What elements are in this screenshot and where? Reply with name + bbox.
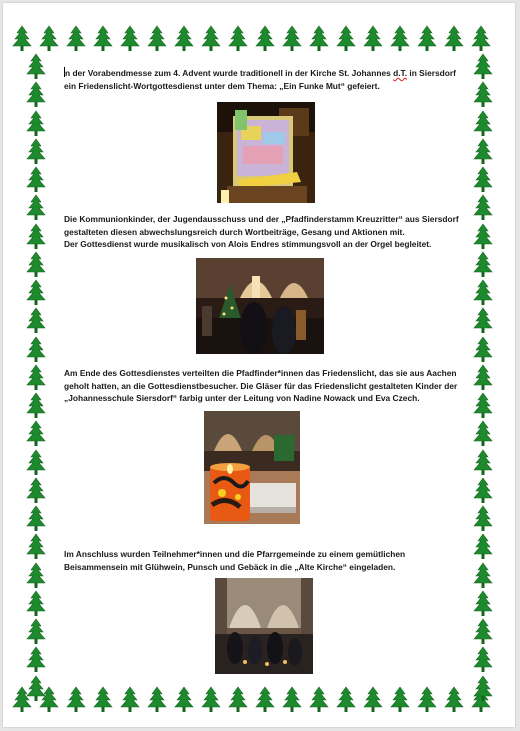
christmas-tree-icon	[23, 279, 49, 306]
paragraph-friedenslicht	[64, 367, 464, 405]
christmas-tree-icon	[198, 25, 224, 52]
christmas-tree-icon	[470, 81, 496, 108]
christmas-tree-icon	[470, 307, 496, 334]
christmas-tree-icon	[414, 25, 440, 52]
christmas-tree-icon	[171, 686, 197, 713]
christmas-tree-icon	[470, 618, 496, 645]
christmas-tree-icon	[470, 166, 496, 193]
christmas-tree-icon	[23, 562, 49, 589]
christmas-tree-icon	[90, 686, 116, 713]
christmas-tree-icon	[198, 686, 224, 713]
text-line: geholt hatten, an die Gottesdienstbesucher. Die Gläser für das Friedenslicht gestalteten Kinder der	[64, 380, 458, 391]
christmas-tree-icon	[252, 25, 278, 52]
tree-border-left	[23, 53, 49, 702]
christmas-tree-icon	[414, 686, 440, 713]
christmas-tree-icon	[387, 686, 413, 713]
christmas-tree-icon	[470, 533, 496, 560]
christmas-tree-icon	[470, 336, 496, 363]
tree-border-right	[470, 53, 496, 702]
christmas-tree-icon	[23, 138, 49, 165]
christmas-tree-icon	[470, 420, 496, 447]
christmas-tree-icon	[23, 194, 49, 221]
christmas-tree-icon	[9, 25, 35, 52]
christmas-tree-icon	[36, 25, 62, 52]
christmas-tree-icon	[23, 505, 49, 532]
christmas-tree-icon	[468, 25, 494, 52]
christmas-tree-icon	[23, 646, 49, 673]
text-line: Der Gottesdienst wurde musikalisch von Alois Endres stimmungsvoll an der Orgel begleitet.	[64, 239, 432, 249]
christmas-tree-icon	[23, 590, 49, 617]
spellcheck-flagged-word[interactable]: d.T.	[393, 68, 408, 78]
christmas-tree-icon	[144, 686, 170, 713]
christmas-tree-icon	[23, 336, 49, 363]
text-line: Die Kommunionkinder, der Jugendausschuss und der „Pfadfinderstamm Kreuzritter“ aus Siersdorf	[64, 214, 459, 224]
christmas-tree-icon	[279, 25, 305, 52]
christmas-tree-icon	[470, 279, 496, 306]
christmas-tree-icon	[63, 686, 89, 713]
text-line: gestalteten diesen abwechslungsreich durch Wortbeiträge, Gesang und Aktionen mit.	[64, 226, 405, 237]
text-line: Beisammensein mit Glühwein, Punsch und Gebäck in die „Alte Kirche“ eingeladen.	[64, 561, 396, 572]
christmas-tree-icon	[23, 420, 49, 447]
christmas-tree-icon	[470, 53, 496, 80]
photo-church-interior[interactable]	[196, 258, 324, 354]
text-line: ein Friedenslicht-Wortgottesdienst unter dem Thema: „Ein Funke Mut“ gefeiert.	[64, 80, 380, 91]
document-page	[3, 3, 515, 727]
christmas-tree-icon	[23, 307, 49, 334]
tree-border-top	[9, 25, 494, 52]
text-line: n der Vorabendmesse zum 4. Advent wurde traditionell in der Kirche St. Johannes d.T. in Siersdorf	[65, 68, 456, 78]
christmas-tree-icon	[470, 110, 496, 137]
photo-altar-banner[interactable]	[217, 102, 315, 203]
christmas-tree-icon	[90, 25, 116, 52]
christmas-tree-icon	[470, 505, 496, 532]
christmas-tree-icon	[23, 675, 49, 702]
christmas-tree-icon	[225, 686, 251, 713]
christmas-tree-icon	[23, 251, 49, 278]
christmas-tree-icon	[23, 392, 49, 419]
christmas-tree-icon	[225, 25, 251, 52]
christmas-tree-icon	[23, 110, 49, 137]
christmas-tree-icon	[470, 477, 496, 504]
christmas-tree-icon	[360, 686, 386, 713]
christmas-tree-icon	[23, 618, 49, 645]
christmas-tree-icon	[470, 562, 496, 589]
text-line: Im Anschluss wurden Teilnehmer*innen und die Pfarrgemeinde zu einem gemütlichen	[64, 549, 406, 559]
christmas-tree-icon	[470, 251, 496, 278]
christmas-tree-icon	[23, 166, 49, 193]
christmas-tree-icon	[144, 25, 170, 52]
christmas-tree-icon	[470, 449, 496, 476]
christmas-tree-icon	[441, 25, 467, 52]
christmas-tree-icon	[23, 223, 49, 250]
christmas-tree-icon	[252, 686, 278, 713]
christmas-tree-icon	[23, 53, 49, 80]
paragraph-participants	[64, 213, 464, 251]
christmas-tree-icon	[470, 194, 496, 221]
christmas-tree-icon	[63, 25, 89, 52]
paragraph-intro	[64, 67, 464, 92]
photo-old-church-gathering[interactable]	[215, 578, 313, 674]
christmas-tree-icon	[333, 686, 359, 713]
christmas-tree-icon	[117, 25, 143, 52]
christmas-tree-icon	[470, 364, 496, 391]
christmas-tree-icon	[470, 223, 496, 250]
christmas-tree-icon	[306, 25, 332, 52]
christmas-tree-icon	[117, 686, 143, 713]
christmas-tree-icon	[360, 25, 386, 52]
tree-border-bottom	[9, 686, 494, 713]
paragraph-gathering	[64, 548, 464, 573]
christmas-tree-icon	[171, 25, 197, 52]
christmas-tree-icon	[387, 25, 413, 52]
photo-peace-light-jar[interactable]	[204, 411, 300, 524]
christmas-tree-icon	[470, 646, 496, 673]
christmas-tree-icon	[470, 138, 496, 165]
christmas-tree-icon	[279, 686, 305, 713]
christmas-tree-icon	[23, 81, 49, 108]
christmas-tree-icon	[470, 392, 496, 419]
text-line: Am Ende des Gottesdienstes verteilten die Pfadfinder*innen das Friedenslicht, das sie aus Aachen	[64, 368, 457, 378]
christmas-tree-icon	[306, 686, 332, 713]
christmas-tree-icon	[470, 675, 496, 702]
christmas-tree-icon	[333, 25, 359, 52]
text-line: „Johannesschule Siersdorf“ farbig unter der Leitung von Nadine Nowack und Eva Czech.	[64, 393, 420, 403]
christmas-tree-icon	[441, 686, 467, 713]
christmas-tree-icon	[23, 364, 49, 391]
christmas-tree-icon	[470, 590, 496, 617]
christmas-tree-icon	[23, 533, 49, 560]
christmas-tree-icon	[23, 449, 49, 476]
christmas-tree-icon	[23, 477, 49, 504]
